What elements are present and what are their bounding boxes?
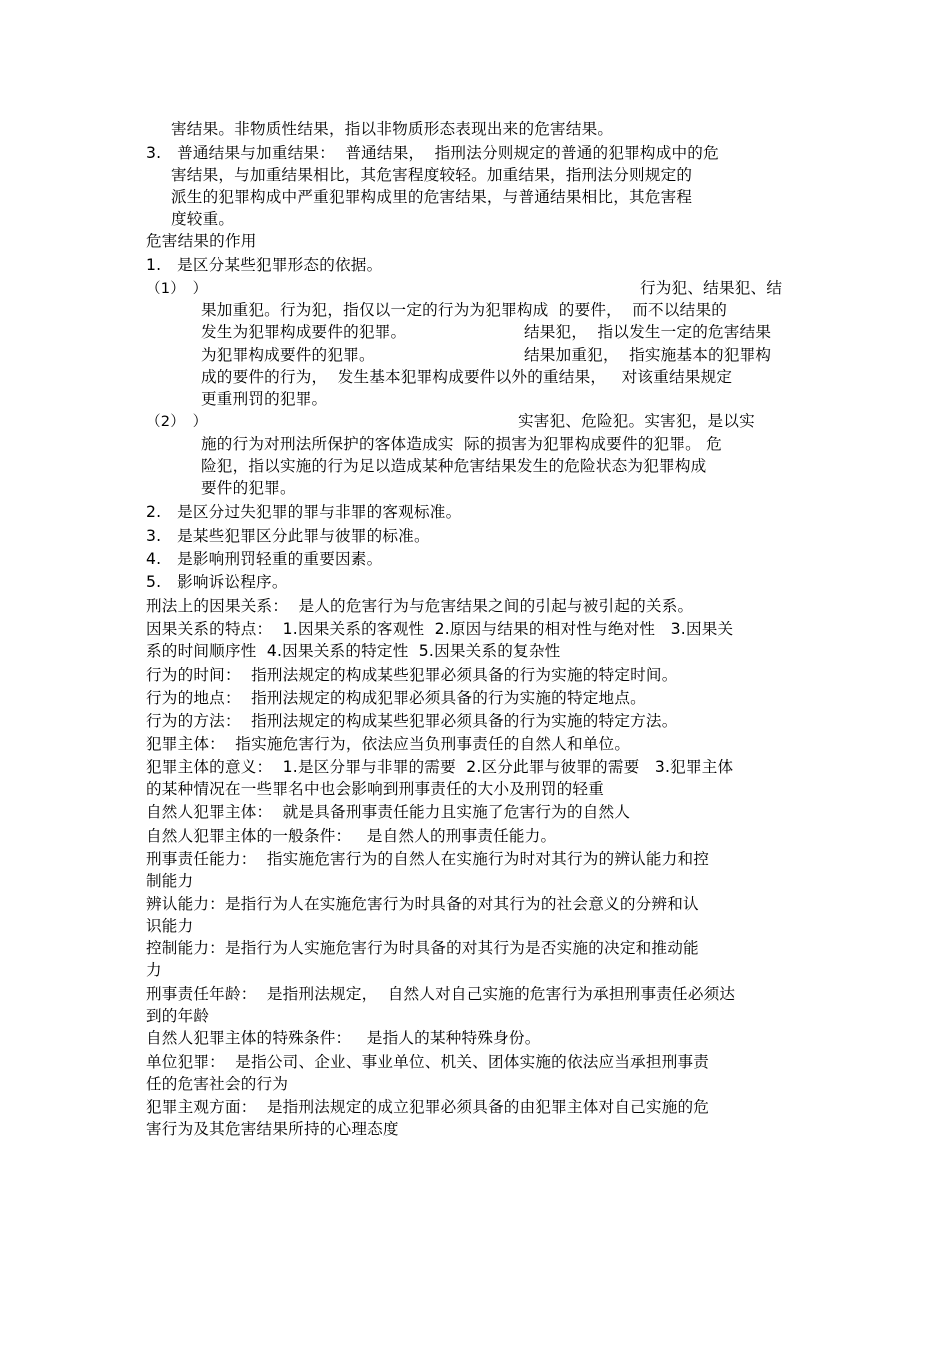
item-marker: （2） ） (146, 413, 208, 430)
text-line: 单位犯罪： 是指公司、企业、事业单位、机关、团体实施的依法应当承担刑事责 (146, 1053, 710, 1071)
text-line: 刑法上的因果关系： 是人的危害行为与危害结果之间的引起与被引起的关系。 (146, 597, 694, 615)
text-line: 5. 影响诉讼程序。 (146, 573, 288, 591)
text-line: 害行为及其危害结果所持的心理态度 (146, 1120, 399, 1138)
text-line: 自然人犯罪主体的特殊条件： 是指人的某种特殊身份。 (146, 1029, 541, 1047)
text-line: 任的危害社会的行为 (146, 1075, 289, 1093)
text-line: 成的要件的行为， 发生基本犯罪构成要件以外的重结果， 对该重结果规定 (201, 368, 733, 386)
text-line: 行为的方法： 指刑法规定的构成某些犯罪必须具备的行为实施的特定方法。 (146, 712, 678, 730)
text-line: 犯罪主体的意义： 1.是区分罪与非罪的需要 2.区分此罪与彼罪的需要 3.犯罪主体 (146, 758, 734, 776)
text-line: 的某种情况在一些罪名中也会影响到刑事责任的大小及刑罚的轻重 (146, 780, 605, 798)
text-line: 辨认能力：是指行为人在实施危害行为时具备的对其行为的社会意义的分辨和认 (146, 895, 699, 913)
text-line: 实害犯、危险犯。实害犯，是以实 (518, 412, 755, 430)
text-line: 施的行为对刑法所保护的客体造成实 际的损害为犯罪构成要件的犯罪。 危 (201, 435, 722, 453)
section-heading: 危害结果的作用 (146, 232, 257, 250)
text-line: 制能力 (146, 872, 194, 890)
text-line: 3. 是某些犯罪区分此罪与彼罪的标准。 (146, 527, 430, 545)
text-line: 因果关系的特点： 1.因果关系的客观性 2.原因与结果的相对性与绝对性 3.因果关 (146, 620, 734, 638)
item-marker: （1） ） (146, 280, 208, 297)
text-line: 结果加重犯， 指实施基本的犯罪构 (524, 346, 772, 364)
text-line: 结果犯， 指以发生一定的危害结果 (524, 323, 772, 341)
text-line: 3. 普通结果与加重结果： 普通结果， 指刑法分则规定的普通的犯罪构成中的危 (146, 144, 719, 162)
text-line: 害结果，与加重结果相比，其危害程度较轻。加重结果，指刑法分则规定的 (171, 166, 693, 184)
text-line: 4. 是影响刑罚轻重的重要因素。 (146, 550, 383, 568)
text-line: 自然人犯罪主体： 就是具备刑事责任能力且实施了危害行为的自然人 (146, 803, 631, 821)
text-line: 发生为犯罪构成要件的犯罪。 (201, 323, 407, 341)
text-line: 害结果。非物质性结果，指以非物质形态表现出来的危害结果。 (171, 120, 614, 138)
text-line: 行为的时间： 指刑法规定的构成某些犯罪必须具备的行为实施的特定时间。 (146, 666, 678, 684)
text-line: 为犯罪构成要件的犯罪。 (201, 346, 375, 364)
text-line: 行为犯、结果犯、结 (640, 279, 783, 297)
text-line: 系的时间顺序性 4.因果关系的特定性 5.因果关系的复杂性 (146, 642, 561, 660)
text-line: 自然人犯罪主体的一般条件： 是自然人的刑事责任能力。 (146, 827, 557, 845)
text-line: 险犯，指以实施的行为足以造成某种危害结果发生的危险状态为犯罪构成 (201, 457, 707, 475)
text-line: 行为的地点： 指刑法规定的构成犯罪必须具备的行为实施的特定地点。 (146, 689, 646, 707)
text-line: 到的年龄 (146, 1007, 210, 1025)
text-line: 更重刑罚的犯罪。 (201, 390, 328, 408)
text-line: 度较重。 (171, 210, 235, 228)
text-line: 力 (146, 961, 162, 979)
text-line: 刑事责任年龄： 是指刑法规定， 自然人对自己实施的危害行为承担刑事责任必须达 (146, 985, 736, 1003)
text-line: 控制能力：是指行为人实施危害行为时具备的对其行为是否实施的决定和推动能 (146, 939, 699, 957)
text-line: 犯罪主体： 指实施危害行为，依法应当负刑事责任的自然人和单位。 (146, 735, 631, 753)
text-line: 果加重犯。行为犯，指仅以一定的行为为犯罪构成 的要件， 而不以结果的 (201, 301, 728, 319)
text-line: 要件的犯罪。 (201, 479, 296, 497)
text-line: 2. 是区分过失犯罪的罪与非罪的客观标准。 (146, 503, 462, 521)
text-line: 识能力 (146, 917, 194, 935)
text-line: 犯罪主观方面： 是指刑法规定的成立犯罪必须具备的由犯罪主体对自己实施的危 (146, 1098, 710, 1116)
text-line: 刑事责任能力： 指实施危害行为的自然人在实施行为时对其行为的辨认能力和控 (146, 850, 710, 868)
text-line: 派生的犯罪构成中严重犯罪构成里的危害结果，与普通结果相比，其危害程 (171, 188, 693, 206)
text-line: 1. 是区分某些犯罪形态的依据。 (146, 256, 383, 274)
